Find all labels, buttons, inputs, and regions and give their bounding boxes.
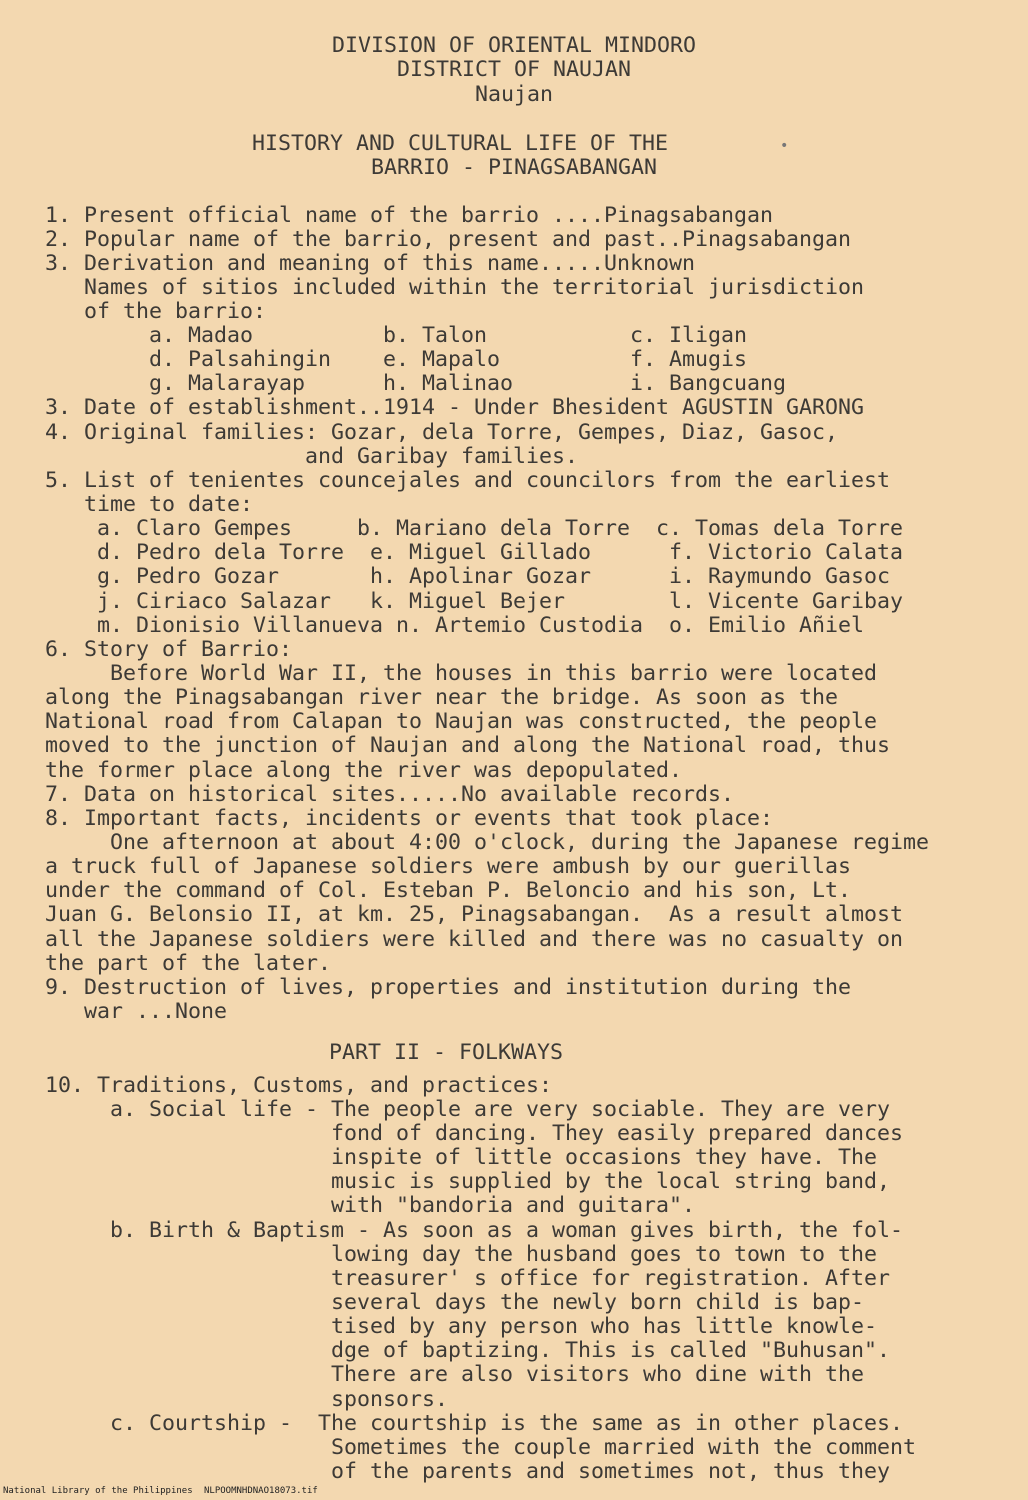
courtship-line-3: of the parents and sometimes not, thus they	[45, 1459, 891, 1484]
social-life-line-3: inspite of little occasions they have. The	[45, 1145, 878, 1170]
item-historical-sites: 7. Data on historical sites.....No available records.	[45, 782, 735, 807]
item-destruction-cont: war ...None	[45, 999, 228, 1024]
item-destruction: 9. Destruction of lives, properties and institution during the	[45, 975, 852, 1000]
part2-heading: PART II - FOLKWAYS	[328, 1040, 563, 1065]
social-life-line-2: fond of dancing. They easily prepared dances	[45, 1121, 904, 1146]
facts-line-5: all the Japanese soldiers were killed and there was no casualty on	[45, 927, 904, 952]
birth-line-6: dge of baptizing. This is called "Buhusan".	[45, 1338, 891, 1363]
tenientes-row-5: m. Dionisio Villanueva n. Artemio Custodia o. Emilio Añiel	[45, 613, 865, 638]
item-original-families-cont: and Garibay families.	[45, 444, 579, 469]
birth-line-2: lowing day the husband goes to town to the	[45, 1242, 878, 1267]
social-life-line-1: a. Social life - The people are very sociable. They are very	[45, 1097, 891, 1122]
item-tenientes: 5. List of tenientes councejales and councilors from the earliest	[45, 468, 891, 493]
birth-line-1: b. Birth & Baptism - As soon as a woman gives birth, the fol-	[45, 1218, 904, 1243]
document-title-line1: HISTORY AND CULTURAL LIFE OF THE	[251, 131, 669, 156]
birth-line-5: tised by any person who has little knowle-	[45, 1314, 878, 1339]
item-original-families: 4. Original families: Gozar, dela Torre, Gempes, Diaz, Gasoc,	[45, 420, 839, 445]
header-district: DISTRICT OF NAUJAN	[396, 57, 631, 82]
courtship-line-1: c. Courtship - The courtship is the same as in other places.	[45, 1411, 904, 1436]
header-town: Naujan	[474, 82, 553, 107]
item-sitios-intro: Names of sitios included within the territorial jurisdiction	[45, 275, 865, 300]
facts-line-4: Juan G. Belonsio II, at km. 25, Pinagsabangan. As a result almost	[45, 902, 904, 927]
item-popular-name: 2. Popular name of the barrio, present and past..Pinagsabangan	[45, 227, 852, 252]
story-line-3: National road from Calapan to Naujan was constructed, the people	[45, 709, 878, 734]
item-sitios-intro-cont: of the barrio:	[45, 299, 267, 324]
birth-line-4: several days the newly born child is bap-	[45, 1290, 865, 1315]
social-life-line-5: with "bandoria and guitara".	[45, 1193, 696, 1218]
document-title-line2: BARRIO - PINAGSABANGAN	[370, 155, 657, 180]
facts-line-2: a truck full of Japanese soldiers were ambush by our guerillas	[45, 854, 852, 879]
story-line-2: along the Pinagsabangan river near the bridge. As soon as the	[45, 685, 839, 710]
item-story-heading: 6. Story of Barrio:	[45, 637, 293, 662]
item-derivation: 3. Derivation and meaning of this name.....Unknown	[45, 251, 696, 276]
facts-line-3: under the command of Col. Esteban P. Beloncio and his son, Lt.	[45, 878, 852, 903]
ink-dot: •	[780, 138, 789, 154]
courtship-line-2: Sometimes the couple married with the comment	[45, 1435, 917, 1460]
sitios-row-1: a. Madao b. Talon c. Iligan	[45, 323, 748, 348]
footer-filename: NLPOOMNHDNAO18073.tif	[204, 1486, 318, 1496]
tenientes-row-4: j. Ciriaco Salazar k. Miguel Bejer l. Vicente Garibay	[45, 589, 904, 614]
sitios-row-2: d. Palsahingin e. Mapalo f. Amugis	[45, 347, 748, 372]
facts-line-1: One afternoon at about 4:00 o'clock, during the Japanese regime	[45, 830, 930, 855]
tenientes-row-1: a. Claro Gempes b. Mariano dela Torre c. Tomas dela Torre	[45, 516, 904, 541]
story-line-5: the former place along the river was depopulated.	[45, 758, 683, 783]
item-date-established: 3. Date of establishment..1914 - Under Bhesident AGUSTIN GARONG	[45, 395, 865, 420]
tenientes-row-3: g. Pedro Gozar h. Apolinar Gozar i. Raymundo Gasoc	[45, 564, 891, 589]
sitios-row-3: g. Malarayap h. Malinao i. Bangcuang	[45, 371, 787, 396]
header-division: DIVISION OF ORIENTAL MINDORO	[331, 33, 696, 58]
item-official-name: 1. Present official name of the barrio ....Pinagsabangan	[45, 203, 774, 228]
story-line-1: Before World War II, the houses in this barrio were located	[45, 661, 878, 686]
facts-line-6: the part of the later.	[45, 951, 332, 976]
item-tenientes-cont: time to date:	[45, 492, 254, 517]
birth-line-7: There are also visitors who dine with the	[45, 1362, 865, 1387]
social-life-line-4: music is supplied by the local string band,	[45, 1169, 891, 1194]
footer-library: National Library of the Philippines	[3, 1486, 193, 1496]
item-important-facts: 8. Important facts, incidents or events that took place:	[45, 806, 774, 831]
birth-line-3: treasurer' s office for registration. After	[45, 1266, 891, 1291]
story-line-4: moved to the junction of Naujan and along the National road, thus	[45, 733, 891, 758]
traditions-heading: 10. Traditions, Customs, and practices:	[45, 1073, 553, 1098]
birth-line-8: sponsors.	[45, 1387, 449, 1412]
tenientes-row-2: d. Pedro dela Torre e. Miguel Gillado f. Victorio Calata	[45, 540, 904, 565]
